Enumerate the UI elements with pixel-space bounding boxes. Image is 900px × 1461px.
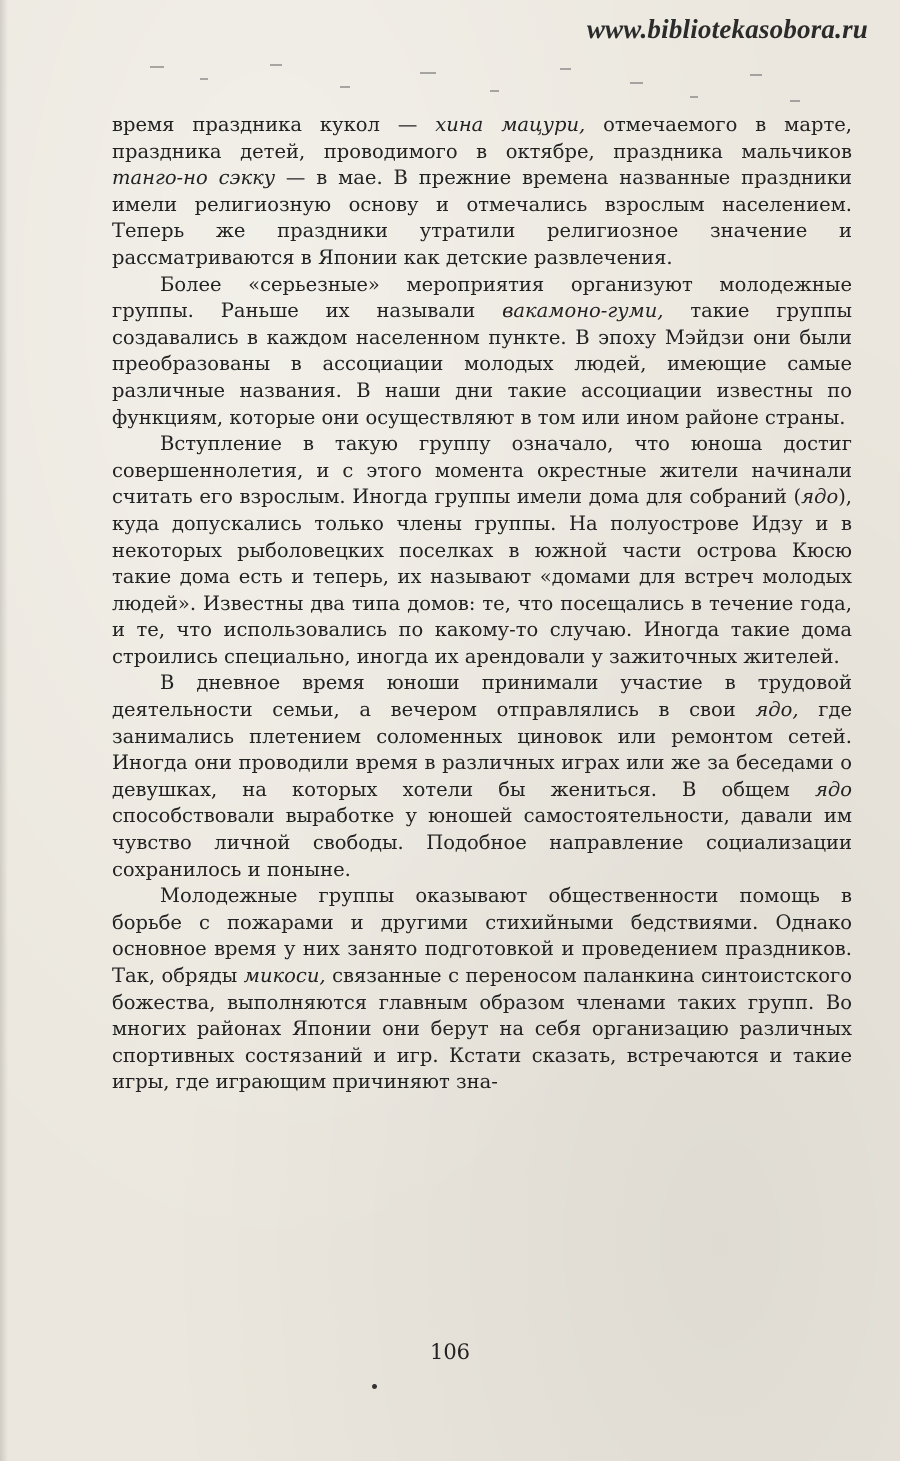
body-text	[112, 112, 852, 1096]
scan-noise	[130, 60, 830, 120]
text-run: такие группы создавались в каждом населенном пункте. В эпоху Мэйдзи они были преобразованы в ассоциации молодых людей, имеющие самые различные названия. В наши дни такие ассоциации известны по функциям, которые они осуществляют в том или ином районе страны.	[112, 299, 852, 429]
text-run: способствовали выработке у юношей самостоятельности, давали им чувство личной свободы. Подобное направление социализации сохранилось и поныне.	[112, 804, 852, 881]
text-run: Более «серьезные» мероприятия организуют молодежные группы. Раньше их называли	[112, 272, 852, 323]
italic-term: ядо	[814, 777, 852, 801]
italic-term: микоси,	[243, 964, 326, 987]
paragraph	[112, 883, 852, 1096]
italic-term: хина мацури,	[435, 113, 586, 136]
italic-term: ядо,	[755, 698, 799, 722]
italic-term: вакамоно-гуми,	[502, 299, 664, 323]
page-number: 106	[429, 1340, 471, 1364]
text-run: время праздника кукол —	[112, 113, 436, 136]
text-run: Молодежные группы оказывают общественности помощь в борьбе с пожарами и другими стихийными бедствиями. Однако основное время у них занято подготовкой и проведением праздников. Так, обряды	[112, 884, 852, 987]
paragraph	[112, 272, 852, 432]
scan-dot	[372, 1384, 377, 1389]
page-edge-shadow	[0, 0, 8, 1461]
italic-term: ядо	[801, 485, 839, 509]
text-run: где занимались плетением соломенных циновок или ремонтом сетей. Иногда они проводили время в различных играх или же за беседами о девушках, на которых хотели бы жениться. В общем	[112, 698, 852, 801]
paragraph	[112, 431, 852, 670]
site-watermark: www.bibliotekasobora.ru	[586, 14, 868, 44]
text-run: — в мае. В прежние времена названные праздники имели религиозную основу и отмечались взрослым населением. Теперь же праздники утратили религиозное значение и рассматриваются в Японии как детские развлечения.	[112, 166, 852, 269]
italic-term: танго-но сэкку	[112, 166, 276, 190]
paragraph	[112, 112, 852, 272]
text-run: ), куда допускались только члены группы. На полуострове Идзу и в некоторых рыболовецких поселках в южной части острова Кюсю такие дома есть и теперь, их называют «домами для встреч молодых людей». Известны два типа домов: те, что посещались в течение года, и те, что использовались по какому-то случаю. Иногда такие дома строились специально, иногда их арендовали у зажиточных жителей.	[112, 485, 852, 668]
text-run: В дневное время юноши принимали участие в трудовой деятельности семьи, а вечером отправлялись в свои	[112, 671, 852, 722]
paragraph	[112, 670, 852, 883]
text-run: Вступление в такую группу означало, что юноша достиг совершеннолетия, и с этого момента окрестные жители начинали считать его взрослым. Иногда группы имели дома для собраний (	[112, 432, 852, 509]
text-run: отмечаемого в марте, праздника детей, проводимого в октябре, праздника мальчиков	[112, 113, 852, 163]
text-run: связанные с переносом паланкина синтоистского божества, выполняются главным образом членами таких групп. Во многих районах Японии они берут на себя организацию различных спортивных состязаний и игр. Кстати сказать, встречаются и такие игры, где играющим причиняют зна-	[112, 964, 852, 1094]
